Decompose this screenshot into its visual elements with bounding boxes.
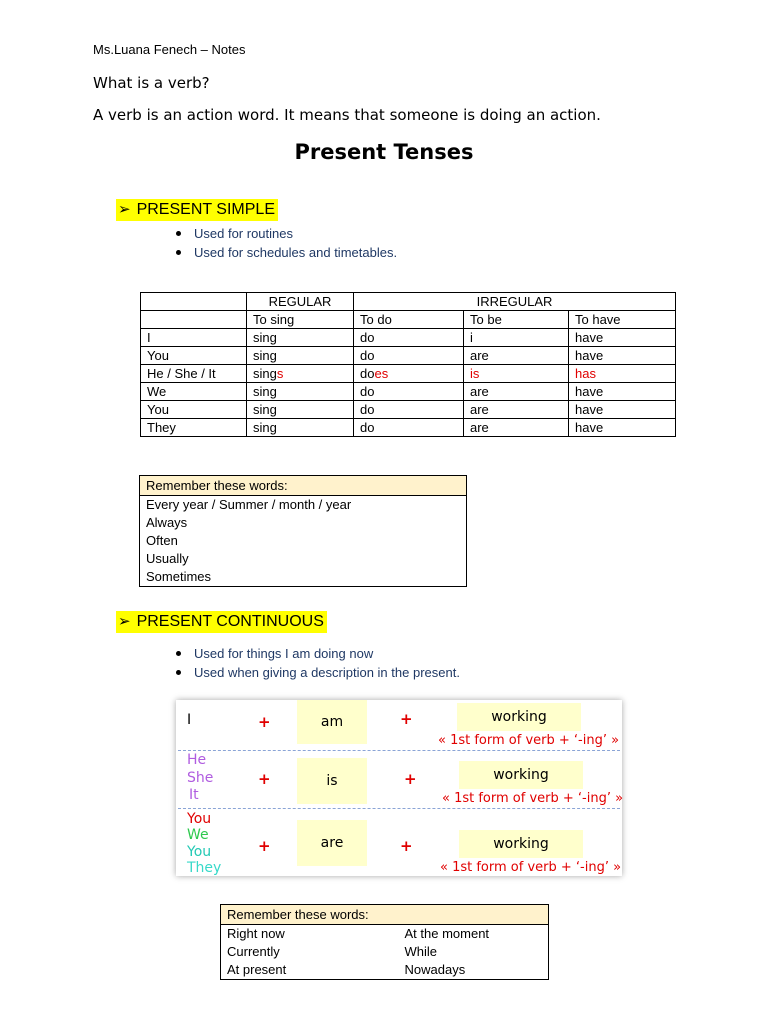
table-cell: sing [247,347,354,365]
present-continuous-heading [116,611,327,633]
verb-header: To have [569,311,676,329]
remember-words-box-continuous [220,904,549,980]
plus-sign: + [400,710,413,728]
pronoun-cell: We [141,383,247,401]
table-cell: have [569,401,676,419]
table-cell: i [464,329,569,347]
table-cell: sing [247,329,354,347]
table-cell: are [464,401,569,419]
word-right: While [404,944,438,959]
table-cell [354,365,464,383]
plus-sign: + [258,770,271,788]
table-cell: are [464,347,569,365]
table-cell: do [354,347,464,365]
table-cell: is [464,365,569,383]
pronoun-cell: You [141,347,247,365]
table-cell [247,365,354,383]
table-row [141,419,676,437]
page-title: Present Tenses [294,140,474,164]
verb-formula: « 1st form of verb + ‘-ing’ » [438,733,620,748]
pronoun-cell: I [141,329,247,347]
pronoun-she: She [187,770,214,786]
list-item: Every year / Summer / month / year [146,497,352,512]
table-cell: do [354,383,464,401]
verb-header: To be [464,311,569,329]
verb-working: working [459,761,583,789]
verb-ending: es [374,366,389,381]
question-text: What is a verb? [93,74,210,92]
table-cell: have [569,347,676,365]
word-right: At the moment [404,926,490,941]
list-item: Often [146,533,178,548]
list-item: Always [146,515,188,530]
table-cell: sing [247,419,354,437]
irregular-header: IRREGULAR [354,293,676,311]
remember-words-box-simple [139,475,467,587]
verb-working: working [459,830,583,858]
pronoun-cell: You [141,401,247,419]
table-row [141,293,676,311]
list-item: Usually [146,551,189,566]
pronoun-i: I [187,712,192,728]
verb-working: working [457,703,581,731]
plus-sign: + [258,837,271,855]
verb-formula: « 1st form of verb + ‘-ing’ » [440,860,622,875]
dashed-divider [178,808,620,809]
aux-verb-is: is [297,758,367,804]
word-right: Nowadays [404,962,466,977]
present-simple-table [140,292,676,437]
table-cell: have [569,329,676,347]
pronoun-cell: He / She / It [141,365,247,383]
table-cell: sing [247,383,354,401]
table-cell: sing [247,401,354,419]
plus-sign: + [258,713,271,731]
table-cell: has [569,365,676,383]
remember-heading: Remember these words: [221,905,548,925]
pronoun-you: You [187,844,212,860]
table-cell: do [354,329,464,347]
list-item [221,943,548,961]
verb-header: To do [354,311,464,329]
present-continuous-heading-text: PRESENT CONTINUOUS [136,613,324,630]
pronoun-it: It [189,787,199,803]
table-cell: do [354,419,464,437]
pronoun-we: We [187,827,209,843]
list-item: Used for things I am doing now [170,644,460,663]
arrow-bullet-icon: ➢ [118,201,131,218]
definition-text: A verb is an action word. It means that someone is doing an action. [93,106,601,124]
present-continuous-diagram [176,700,622,876]
list-item [221,961,548,979]
dashed-divider [178,750,620,751]
regular-header: REGULAR [247,293,354,311]
word-left: Currently [227,944,280,959]
table-cell: do [354,401,464,419]
word-left: Right now [227,926,285,941]
table-row [141,311,676,329]
table-row [141,401,676,419]
list-item: Used for schedules and timetables. [170,243,397,262]
document-header: Ms.Luana Fenech – Notes [93,42,246,57]
list-item: Used for routines [170,224,397,243]
pronoun-he: He [187,752,207,768]
arrow-bullet-icon: ➢ [118,613,131,630]
pronoun-cell: They [141,419,247,437]
plus-sign: + [400,837,413,855]
list-item [221,925,548,943]
verb-stem: do [360,366,375,381]
verb-ending: s [276,366,284,381]
table-row [141,329,676,347]
verb-stem: sing [253,366,277,381]
present-simple-uses-list [170,224,397,262]
present-continuous-uses-list [170,644,460,682]
present-simple-heading-text: PRESENT SIMPLE [136,201,275,218]
table-cell: have [569,383,676,401]
present-simple-heading [116,199,278,221]
table-cell: are [464,419,569,437]
table-row [141,365,676,383]
plus-sign: + [404,770,417,788]
aux-verb-am: am [297,700,367,744]
list-item: Sometimes [146,569,212,584]
word-left: At present [227,962,287,977]
aux-verb-are: are [297,820,367,866]
verb-formula: « 1st form of verb + ‘-ing’ » [442,791,624,806]
table-cell: have [569,419,676,437]
list-item: Used when giving a description in the present. [170,663,460,682]
verb-header: To sing [247,311,354,329]
table-row [141,347,676,365]
remember-heading: Remember these words: [140,476,466,496]
table-row [141,383,676,401]
table-cell: are [464,383,569,401]
pronoun-they: They [187,860,222,876]
pronoun-you: You [187,811,212,827]
